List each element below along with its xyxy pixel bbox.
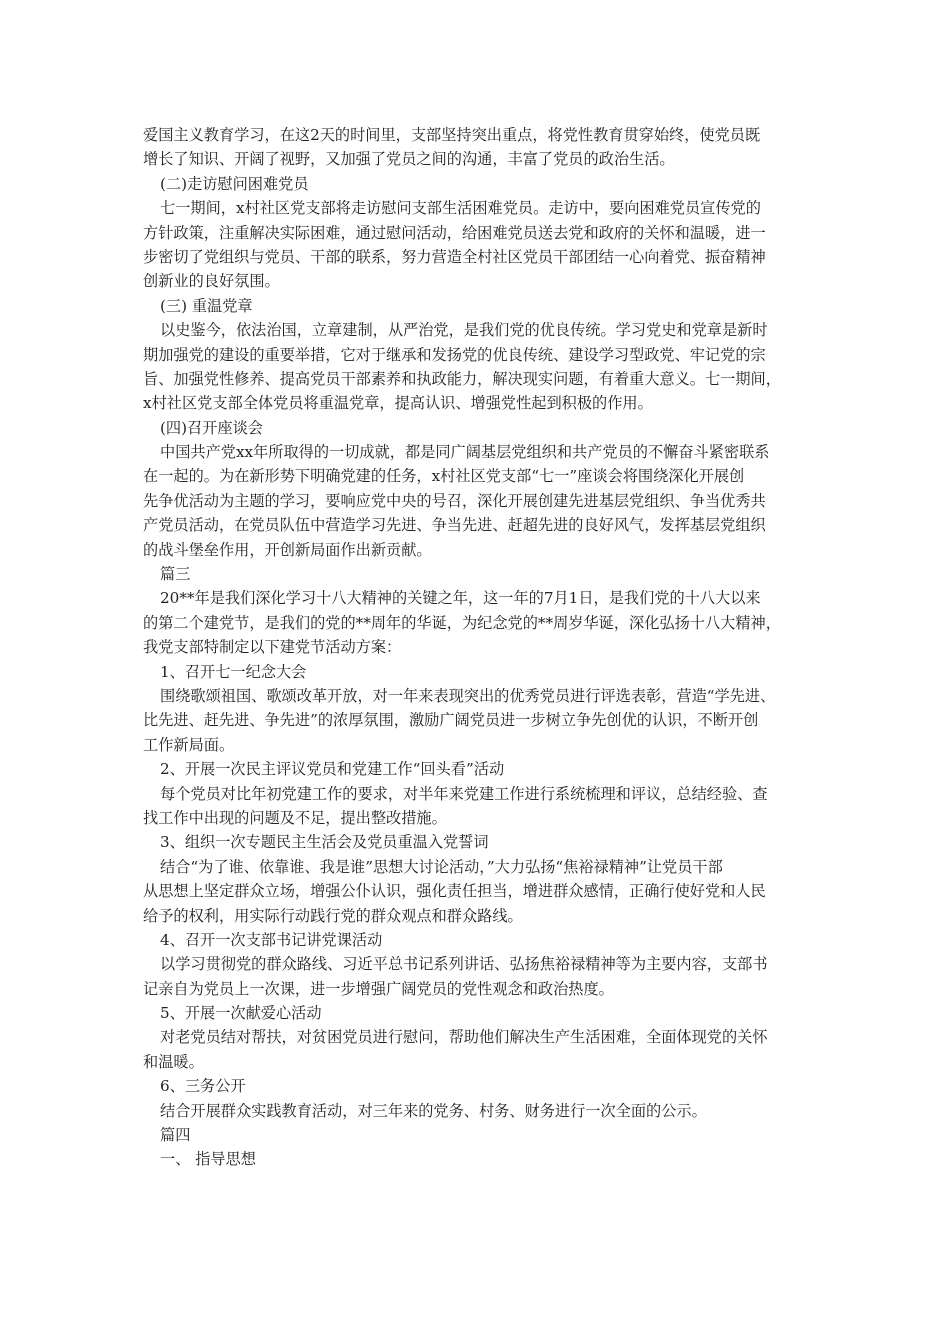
text-line: 我党支部特制定以下建党节活动方案： [143,638,402,657]
text-line: 方针政策，注重解决实际困难，通过慰问活动，给困难党员送去党和政府的关怀和温暖，进一 [143,223,766,242]
text-line: 比先进、赶先进、争先进”的浓厚氛围，激励广阔党员进一步树立争先创优的认识，不断开创 [143,711,759,730]
text-line: 给予的权利，用实际行动践行党的群众观点和群众路线。 [143,906,523,925]
text-line: 结合“为了谁、依靠谁、我是谁”思想大讨论活动，”大力弘扬“焦裕禄精神”让党员干部 [160,857,723,876]
text-line: 工作新局面。 [143,735,235,754]
text-line: 在一起的。为在新形势下明确党建的任务，x村社区党支部“七一”座谈会将围绕深化开展创 [143,467,745,486]
text-line: 记亲自为党员上一次课，进一步增强广阔党员的党性观念和政治热度。 [143,979,614,998]
text-line: x村社区党支部全体党员将重温党章，提高认识、增强党性起到积极的作用。 [143,394,653,413]
text-line: 的战斗堡垒作用，开创新局面作出新贡献。 [143,540,432,559]
section-heading: 1、召开七一纪念大会 [160,662,307,681]
text-line: 步密切了党组织与党员、干部的联系，努力营造全村社区党员干部团结一心向着党、振奋精神 [143,247,766,266]
section-heading: 4、召开一次支部书记讲党课活动 [160,930,383,949]
section-heading: 2、开展一次民主评议党员和党建工作“回头看”活动 [160,760,505,779]
section-heading: 篇四 [160,1126,191,1145]
section-heading: (三) 重温党章 [160,296,253,315]
document-body [143,123,808,1172]
section-heading: 一、 指导思想 [160,1150,256,1169]
text-line: 结合开展群众实践教育活动，对三年来的党务、村务、财务进行一次全面的公示。 [160,1101,707,1120]
text-line: 每个党员对比年初党建工作的要求，对半年来党建工作进行系统梳理和评议，总结经验、查 [160,784,768,803]
text-line: 以学习贯彻党的群众路线、习近平总书记系列讲话、弘扬焦裕禄精神等为主要内容，支部书 [160,955,768,974]
section-heading: (二)走访慰问困难党员 [160,174,309,193]
text-line: 找工作中出现的问题及不足，提出整改措施。 [143,808,447,827]
section-heading: 6、三务公开 [160,1077,246,1096]
text-line: 旨、加强党性修养、提高党员干部素养和执政能力，解决现实问题，有着重大意义。七一期间， [143,369,781,388]
text-line: 和温暖。 [143,1052,204,1071]
text-line: 创新业的良好氛围。 [143,272,280,291]
text-line: 从思想上坚定群众立场，增强公仆认识，强化责任担当，增进群众感情，正确行使好党和人民 [143,882,766,901]
text-line: 围绕歌颂祖国、歌颂改革开放，对一年来表现突出的优秀党员进行评选表彰，营造“学先进、 [160,686,776,705]
text-line: 中国共产党xx年所取得的一切成就，都是同广阔基层党组织和共产党员的不懈奋斗紧密联系 [160,443,770,462]
text-line: 对老党员结对帮扶，对贫困党员进行慰问，帮助他们解决生产生活困难，全面体现党的关怀 [160,1028,768,1047]
section-heading: 3、组织一次专题民主生活会及党员重温入党誓词 [160,833,489,852]
text-line: 爱国主义教育学习，在这2天的时间里，支部坚持突出重点，将党性教育贯穿始终，使党员既 [143,126,761,144]
text-line: 增长了知识、开阔了视野，又加强了党员之间的沟通，丰富了党员的政治生活。 [143,150,675,169]
text-line: 20**年是我们深化学习十八大精神的关键之年，这一年的7月1日，是我们党的十八大以来 [160,589,761,608]
section-heading: 篇三 [160,565,191,584]
text-line: 七一期间，x村社区党支部将走访慰问支部生活困难党员。走访中，要向困难党员宣传党的 [160,199,761,218]
text-line: 期加强党的建设的重要举措，它对于继承和发扬党的优良传统、建设学习型政党、牢记党的宗 [143,345,766,364]
text-line: 产党员活动，在党员队伍中营造学习先进、争当先进、赶超先进的良好风气，发挥基层党组织 [143,516,766,535]
text-line: 以史鉴今，依法治国，立章建制，从严治党，是我们党的优良传统。学习党史和党章是新时 [160,321,768,340]
section-heading: (四)召开座谈会 [160,418,263,437]
text-line: 的第二个建党节，是我们的党的**周年的华诞，为纪念党的**周岁华诞，深化弘扬十八大精神， [143,613,781,632]
text-line: 先争优活动为主题的学习，要响应党中央的号召，深化开展创建先进基层党组织、争当优秀共 [143,491,766,510]
section-heading: 5、开展一次献爱心活动 [160,1004,322,1023]
